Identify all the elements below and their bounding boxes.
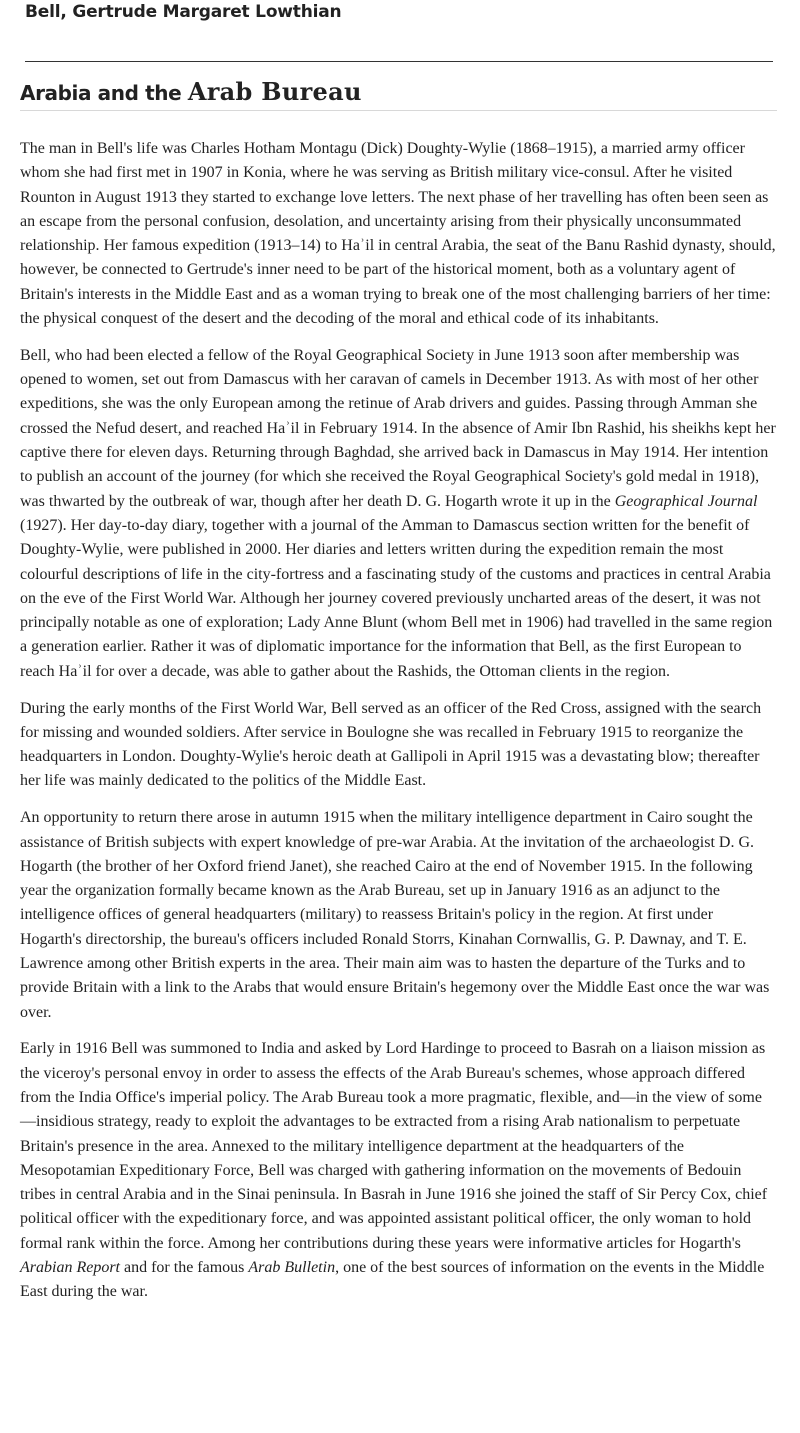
paragraph-2 xyxy=(20,344,777,684)
paragraph-1: The man in Bell's life was Charles Hotham Montagu (Dick) Doughty-Wylie (1868–1915), a married army officer whom she had first met in 1907 in Konia, where he was serving as British military vice-consul. After he visited Rounton in August 1913 they started to exchange love letters. The next phase of her travelling has often been seen as an escape from the personal confusion, desolation, and uncertainty arising from their physically unconsummated relationship. Her famous expedition (1913–14) to Haʾil in central Arabia, the seat of the Banu Rashid dynasty, should, however, be connected to Gertrude's inner need to be part of the historical moment, both as a voluntary agent of Britain's interests in the Middle East and as a woman trying to break one of the most challenging barriers of her time: the physical conquest of the desert and the decoding of the moral and ethical code of its inhabitants. xyxy=(20,140,776,328)
arabian-report-title: Arabian Report xyxy=(20,1259,120,1277)
paragraph-5-text-b: and for the famous xyxy=(120,1259,249,1277)
page-header-name: Bell, Gertrude Margaret Lowthian xyxy=(25,2,342,22)
paragraph-5-text-c: , one of the best sources of information on the events in the Middle East during the war. xyxy=(20,1259,765,1301)
section-title-part-2: Arab Bureau xyxy=(187,77,362,106)
article-body xyxy=(20,137,777,1317)
paragraph-3: During the early months of the First World War, Bell served as an officer of the Red Cross, assigned with the search for missing and wounded soldiers. After service in Boulogne she was recalled in February 1915 to reorganize the headquarters in London. Doughty-Wylie's heroic death at Gallipoli in April 1915 was a devastating blow; thereafter her life was mainly dedicated to the politics of the Middle East. xyxy=(20,699,762,790)
arab-bulletin-title: Arab Bulletin xyxy=(248,1259,336,1277)
section-title-part-1: Arabia and the xyxy=(20,81,188,105)
paragraph-2-text-a: Bell, who had been elected a fellow of the Royal Geographical Society in June 1913 soon after membership was opened to women, set out from Damascus with her caravan of camels in December 1913. As with most of her other expeditions, she was the only European among the retinue of Arab drivers and guides. Passing through Amman she crossed the Nefud desert, and reached Haʾil in February 1914. In the absence of Amir Ibn Rashid, his sheikhs kept her captive there for eleven days. Returning through Baghdad, she arrived back in Damascus in May 1914. Her intention to publish an account of the journey (for which she received the Royal Geographical Society's gold medal in 1918), was thwarted by the outbreak of war, though after her death D. G. Hogarth wrote it up in the xyxy=(20,346,776,510)
header-divider xyxy=(25,61,773,62)
paragraph-5 xyxy=(20,1037,777,1304)
section-title xyxy=(20,76,362,109)
paragraph-2-text-b: (1927). Her day-to-day diary, together with a journal of the Amman to Damascus section written for the benefit of Doughty-Wylie, were published in 2000. Her diaries and letters written during the expedition remain the most colourful descriptions of life in the city-fortress and a fascinating study of the customs and practices in central Arabia on the eve of the First World War. Although her journey covered previously uncharted areas of the desert, it was not principally notable as one of exploration; Lady Anne Blunt (whom Bell met in 1906) had travelled in the same region a generation earlier. Rather it was of diplomatic importance for the information that Bell, as the first European to reach Haʾil for over a decade, was able to gather about the Rashids, the Ottoman clients in the region. xyxy=(20,516,773,680)
paragraph-5-text-a: Early in 1916 Bell was summoned to India and asked by Lord Hardinge to proceed to Basrah on a liaison mission as the viceroy's personal envoy in order to assess the effects of the Arab Bureau's schemes, whose approach differed from the India Office's imperial policy. The Arab Bureau took a more pragmatic, flexible, and—in the view of some—insidious strategy, ready to exploit the advantages to be extracted from a rising Arab nationalism to perpetuate Britain's presence in the area. Annexed to the military intelligence department at the headquarters of the Mesopotamian Expeditionary Force, Bell was charged with gathering information on the movements of Bedouin tribes in central Arabia and in the Sinai peninsula. In Basrah in June 1916 she joined the staff of Sir Percy Cox, chief political officer with the expeditionary force, and was appointed assistant political officer, the only woman to hold formal rank within the force. Among her contributions during these years were informative articles for Hogarth's xyxy=(20,1040,768,1252)
section-title-divider xyxy=(20,110,777,111)
paragraph-4: An opportunity to return there arose in autumn 1915 when the military intelligence department in Cairo sought the assistance of British subjects with expert knowledge of pre-war Arabia. At the invitation of the archaeologist D. G. Hogarth (the brother of her Oxford friend Janet), she reached Cairo at the end of November 1915. In the following year the organization formally became known as the Arab Bureau, set up in January 1916 as an adjunct to the intelligence offices of general headquarters (military) to reassess Britain's policy in the region. At first under Hogarth's directorship, the bureau's officers included Ronald Storrs, Kinahan Cornwallis, G. P. Dawnay, and T. E. Lawrence among other British experts in the area. Their main aim was to hasten the departure of the Turks and to provide Britain with a link to the Arabs that would ensure Britain's hegemony over the Middle East once the war was over. xyxy=(20,809,770,1021)
journal-title: Geographical Journal xyxy=(614,492,758,510)
